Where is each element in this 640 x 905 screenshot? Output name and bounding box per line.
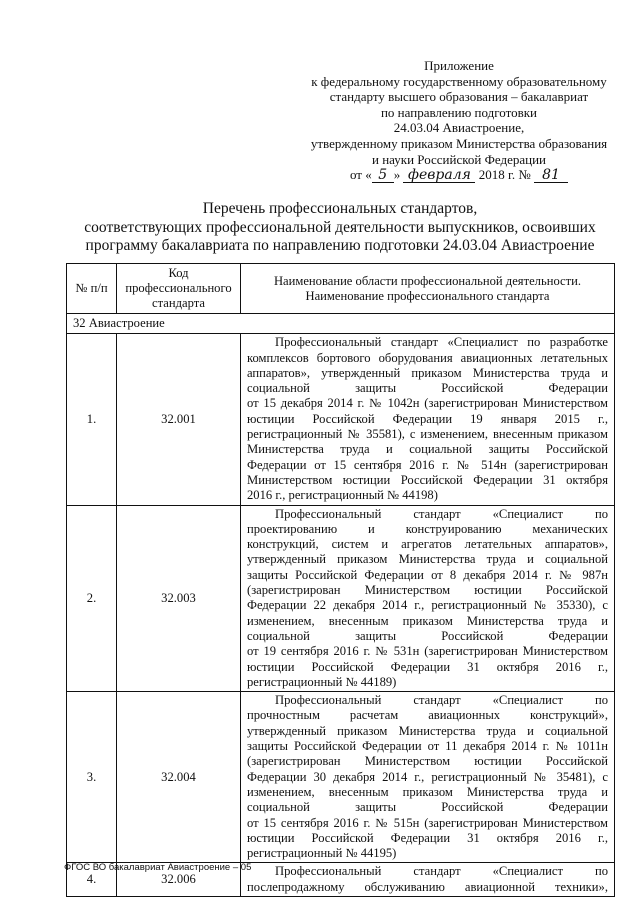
order-number: 81	[534, 168, 568, 183]
date-month: февраля	[403, 168, 475, 183]
desc-line: юстиции Российской Федерации 19 января 2015 г.,	[247, 411, 608, 426]
desc-line: конструкций, систем и агрегатов летательных аппаратов»,	[247, 537, 608, 552]
date-mid: »	[393, 167, 401, 183]
row-num: 2.	[67, 505, 117, 692]
desc-line: от 19 сентября 2016 г. № 531н (зарегистрирован Министерством	[247, 644, 608, 659]
header-code: Код профессионального стандарта	[117, 264, 241, 314]
desc-line: регистрационный № 44189)	[247, 674, 397, 689]
table-row	[67, 692, 615, 863]
row-code: 32.001	[117, 334, 241, 505]
desc-line: Профессиональный стандарт «Специалист по	[275, 506, 608, 521]
title-line: Перечень профессиональных стандартов,	[202, 200, 478, 217]
desc-line: регистрационный № 35581), с изменением, внесенным приказом	[247, 427, 608, 442]
table-row	[67, 505, 615, 692]
desc-line: Министерства труда и социальной защиты Российской	[247, 442, 608, 457]
appendix-line: и науки Российской Федерации	[371, 151, 546, 167]
desc-line: от 15 декабря 2014 г. № 1042н (зарегистрирован Министерством	[247, 396, 608, 411]
title-line: соответствующих профессиональной деятельности выпускников, освоивших	[84, 218, 596, 236]
row-code: 32.006	[117, 863, 241, 897]
date-prefix: от «	[349, 167, 372, 183]
desc-line: послепродажному обслуживанию авиационной техники»,	[247, 879, 608, 894]
table-header-row	[67, 264, 615, 314]
desc-line: комплексов бортового оборудования авиационных летательных	[247, 350, 608, 365]
appendix-line: утвержденному приказом Министерства образования	[310, 135, 608, 151]
title-line: программу бакалавриата по направлению подготовки 24.03.04 Авиастроение	[85, 237, 595, 254]
table-row	[67, 334, 615, 505]
date-day: 5	[372, 168, 394, 183]
row-description	[241, 505, 615, 692]
appendix-block	[300, 58, 618, 183]
desc-line: регистрационный № 44195)	[247, 846, 397, 861]
desc-line: изменением, внесенным приказом Министерства труда и	[247, 784, 608, 799]
desc-line: Федерации от 15 сентября 2016 г. № 514н (зарегистрирован	[247, 457, 608, 472]
desc-line: защиты Российской Федерации от 8 декабря 2014 г. № 987н	[247, 567, 608, 582]
desc-line: прочностным расчетам авиационных конструкций»,	[247, 708, 608, 723]
row-description	[241, 863, 615, 897]
desc-line: юстиции Российской Федерации 31 октября 2016 г.,	[247, 659, 608, 674]
header-num: № п/п	[67, 264, 117, 314]
header-name: Наименование области профессиональной деятельности. Наименование профессионального стандарта	[241, 264, 615, 314]
desc-line: Федерации 30 декабря 2014 г., регистрационный № 35481), с	[247, 769, 608, 784]
appendix-line: по направлению подготовки	[380, 104, 538, 120]
desc-line: социальной защиты Российской Федерации	[247, 628, 608, 643]
desc-line: изменением, внесенным приказом Министерства труда и	[247, 613, 608, 628]
desc-line: Профессиональный стандарт «Специалист по	[275, 693, 608, 708]
desc-line: аппаратов», утвержденный приказом Министерства труда и	[247, 365, 608, 380]
row-num: 3.	[67, 692, 117, 863]
desc-line: 2016 г., регистрационный № 44198)	[247, 488, 438, 503]
appendix-line: Приложение	[424, 58, 494, 73]
appendix-line: 24.03.04 Авиастроение,	[393, 120, 525, 136]
standards-table	[66, 263, 615, 897]
desc-line: утвержденный приказом Министерства труда и социальной	[247, 552, 608, 567]
row-description	[241, 692, 615, 863]
desc-line: социальной защиты Российской Федерации	[247, 381, 608, 396]
desc-line: утвержденный приказом Министерства труда и социальной	[247, 723, 608, 738]
row-num: 4.	[67, 863, 117, 897]
desc-line: Министерством юстиции Российской Федерации 31 октября	[247, 472, 608, 487]
desc-line: Профессиональный стандарт «Специалист по	[275, 864, 608, 879]
desc-line: проектированию и конструированию механических	[247, 521, 608, 536]
section-row	[67, 314, 615, 334]
row-code: 32.004	[117, 692, 241, 863]
desc-line: Федерации 22 декабря 2014 г., регистрационный № 35330), с	[247, 598, 608, 613]
desc-line: от 15 сентября 2016 г. № 515н (зарегистрирован Министерством	[247, 815, 608, 830]
order-date-line	[300, 167, 618, 183]
desc-line: (зарегистрирован Министерством юстиции Российской	[247, 754, 608, 769]
desc-line: юстиции Российской Федерации 31 октября 2016 г.,	[247, 830, 608, 845]
desc-line: (зарегистрирован Министерством юстиции Российской	[247, 583, 608, 598]
desc-line: социальной защиты Российской Федерации	[247, 800, 608, 815]
appendix-line: к федеральному государственному образовательному	[311, 73, 607, 89]
desc-line: Профессиональный стандарт «Специалист по разработке	[275, 335, 608, 350]
page-footer: ФГОС ВО бакалавриат Авиастроение – 05	[64, 862, 252, 873]
section-title: 32 Авиастроение	[67, 314, 615, 334]
row-code: 32.003	[117, 505, 241, 692]
row-description	[241, 334, 615, 505]
document-title	[60, 200, 620, 256]
date-year: 2018 г. №	[478, 167, 531, 183]
row-num: 1.	[67, 334, 117, 505]
desc-line: защиты Российской Федерации от 11 декабря 2014 г. № 1011н	[247, 739, 608, 754]
appendix-line: стандарту высшего образования – бакалавриат	[329, 89, 589, 105]
